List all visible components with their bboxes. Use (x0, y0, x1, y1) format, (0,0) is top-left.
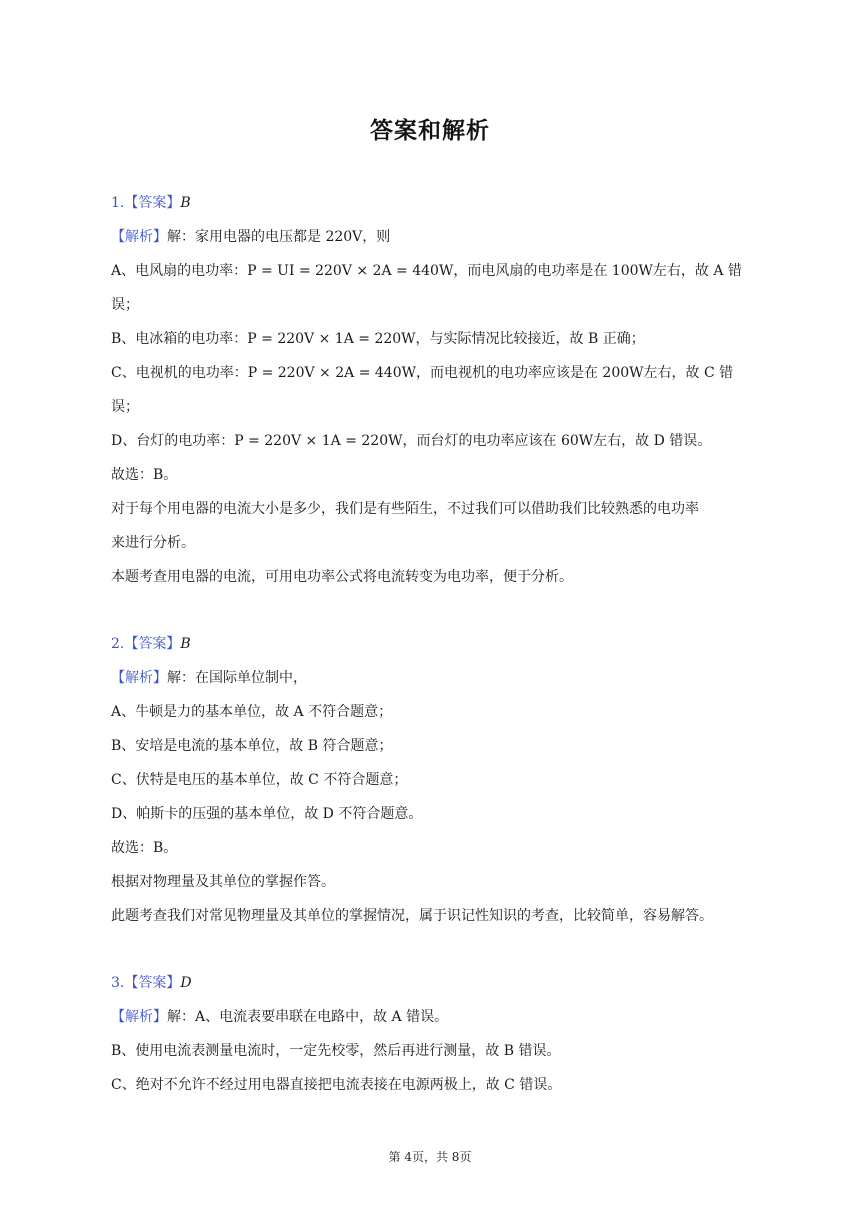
q3-text-line: 解：A、电流表要串联在电路中，故 A 错误。 (167, 1009, 449, 1025)
q2-answer-line (111, 627, 751, 661)
q1-text-line: 本题考查用电器的电流，可用电功率公式将电流转变为电功率，便于分析。 (111, 569, 573, 585)
q2-analysis-line (111, 661, 751, 695)
page-title: 答案和解析 (370, 118, 490, 144)
q2-text-line: B、安培是电流的基本单位，故 B 符合题意； (111, 738, 393, 754)
q1-analysis-tag: 【解析】 (111, 229, 167, 245)
q2-text-line: 故选：B。 (111, 840, 178, 856)
answer-content (111, 186, 751, 1102)
q2-text-line: 根据对物理量及其单位的掌握作答。 (111, 874, 335, 890)
q1-text-line: B、电冰箱的电功率：P = 220V × 1A = 220W，与实际情况比较接近，故 B 正确； (111, 331, 645, 347)
q3-text-line: C、绝对不允许不经过用电器直接把电流表接在电源两极上，故 C 错误。 (111, 1077, 562, 1093)
q2-text-line: A、牛顿是力的基本单位，故 A 不符合题意； (111, 704, 393, 720)
q2-text-line: 此题考查我们对常见物理量及其单位的掌握情况，属于识记性知识的考查，比较简单，容易解答。 (111, 908, 713, 924)
q1-text-line: A、电风扇的电功率：P = UI = 220V × 2A = 440W，而电风扇的电功率是在 100W左右，故 A 错 (111, 263, 742, 279)
q1-answer-tag: 【答案】 (124, 195, 181, 211)
q3-answer-tag: 【答案】 (124, 975, 181, 991)
q3-analysis-line (111, 1000, 751, 1034)
q1-number: 1. (111, 195, 125, 211)
q2-answer-value: B (180, 636, 191, 652)
q2-number: 2. (111, 636, 125, 652)
q2-text-line: C、伏特是电压的基本单位，故 C 不符合题意； (111, 772, 408, 788)
q3-analysis-tag: 【解析】 (111, 1009, 167, 1025)
page-footer: 第 4页，共 8页 (388, 1150, 472, 1164)
q3-text-line: B、使用电流表测量电流时，一定先校零，然后再进行测量，故 B 错误。 (111, 1043, 561, 1059)
q3-number: 3. (111, 975, 125, 991)
section-gap (111, 933, 751, 966)
section-gap (111, 594, 751, 627)
q2-text-line: D、帕斯卡的压强的基本单位，故 D 不符合题意。 (111, 806, 423, 822)
q1-text-line: 误； (111, 399, 139, 415)
q3-answer-value: D (180, 975, 192, 991)
q1-text-line: C、电视机的电功率：P = 220V × 2A = 440W，而电视机的电功率应该是在 200W左右，故 C 错 (111, 365, 734, 381)
q1-text-line: 误； (111, 297, 139, 313)
q2-analysis-tag: 【解析】 (111, 670, 167, 686)
q1-answer-value: B (180, 195, 191, 211)
q1-analysis-line (111, 220, 751, 254)
q2-text-line: 解：在国际单位制中， (167, 670, 307, 686)
q1-text-line: 故选：B。 (111, 467, 178, 483)
q1-text-line: 来进行分析。 (111, 535, 195, 551)
q3-answer-line (111, 966, 751, 1000)
q1-text-line: D、台灯的电功率：P = 220V × 1A = 220W，而台灯的电功率应该在 60W左右，故 D 错误。 (111, 433, 712, 449)
q1-text-line: 对于每个用电器的电流大小是多少，我们是有些陌生，不过我们可以借助我们比较熟悉的电功率 (111, 501, 699, 517)
q2-answer-tag: 【答案】 (124, 636, 181, 652)
q1-answer-line (111, 186, 751, 220)
q1-text-line: 解：家用电器的电压都是 220V，则 (167, 229, 391, 245)
